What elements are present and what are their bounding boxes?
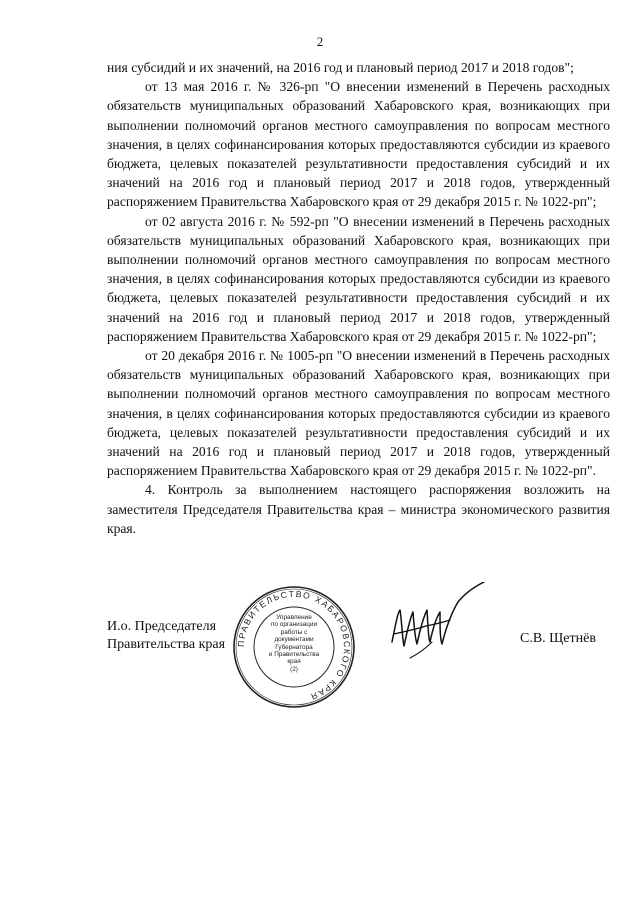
paragraph-continuation: ния субсидий и их значений, на 2016 год и плановый период 2017 и 2018 годов"; (107, 60, 574, 75)
paragraph-order-326: от 13 мая 2016 г. № 326-рп "О внесении изменений в Перечень расходных обязательств муниципальных образований Хабаровского края, возникающих при выполнении полномочий органов местного самоуправления по вопросам местного значения, в целях софинансирования которых предоставляются субсидии из краевого бюджета, целевых показателей результативности предоставления субсидий и их значений на 2016 год и плановый период 2017 и 2018 годов, утвержденный распоряжением Правительства Хабаровского края от 29 декабря 2015 г. № 1022-рп"; (107, 79, 610, 210)
seal-line: края (287, 658, 301, 666)
signer-title (107, 618, 225, 654)
seal-line: Губернатора (275, 643, 313, 651)
paragraph-order-1005: от 20 декабря 2016 г. № 1005-рп "О внесении изменений в Перечень расходных обязательств муниципальных образований Хабаровского края, возникающих при выполнении полномочий органов местного самоуправления по вопросам местного значения, в целях софинансирования которых предоставляются субсидии из краевого бюджета, целевых показателей результативности предоставления субсидий и их значений на 2016 год и плановый период 2017 и 2018 годов, утвержденный распоряжением Правительства Хабаровского края от 29 декабря 2015 г. № 1022-рп". (107, 348, 610, 479)
seal-ring-text: ПРАВИТЕЛЬСТВО ХАБАРОВСКОГО КРАЯ (235, 588, 353, 703)
paragraph-item-4: 4. Контроль за выполнением настоящего распоряжения возложить на заместителя Председателя Правительства края – министра экономического развития края. (107, 482, 610, 536)
seal-line: (2) (290, 665, 298, 673)
seal-line: работы с документами (274, 628, 314, 644)
seal-center-text (261, 614, 327, 673)
signer-title-line-2: Правительства края (107, 637, 226, 652)
seal-line: Управление (276, 614, 312, 621)
signer-name: С.В. Щетнёв (520, 631, 596, 646)
paragraph-order-592: от 02 августа 2016 г. № 592-рп "О внесении изменений в Перечень расходных обязательств муниципальных образований Хабаровского края, возникающих при выполнении полномочий органов местного самоуправления по вопросам местного значения, в целях софинансирования которых предоставляются субсидии из краевого бюджета, целевых показателей результативности предоставления субсидий и их значений на 2016 год и плановый период 2017 и 2018 годов, утвержденный распоряжением Правительства Хабаровского края от 29 декабря 2015 г. № 1022-рп"; (107, 213, 610, 344)
handwritten-signature (380, 582, 490, 674)
seal-line: по организации (270, 621, 318, 629)
signer-title-line-1: И.о. Председателя (107, 619, 217, 634)
document-body (107, 58, 610, 538)
page-number: 2 (316, 34, 324, 49)
seal-line: и Правительства (268, 651, 320, 659)
